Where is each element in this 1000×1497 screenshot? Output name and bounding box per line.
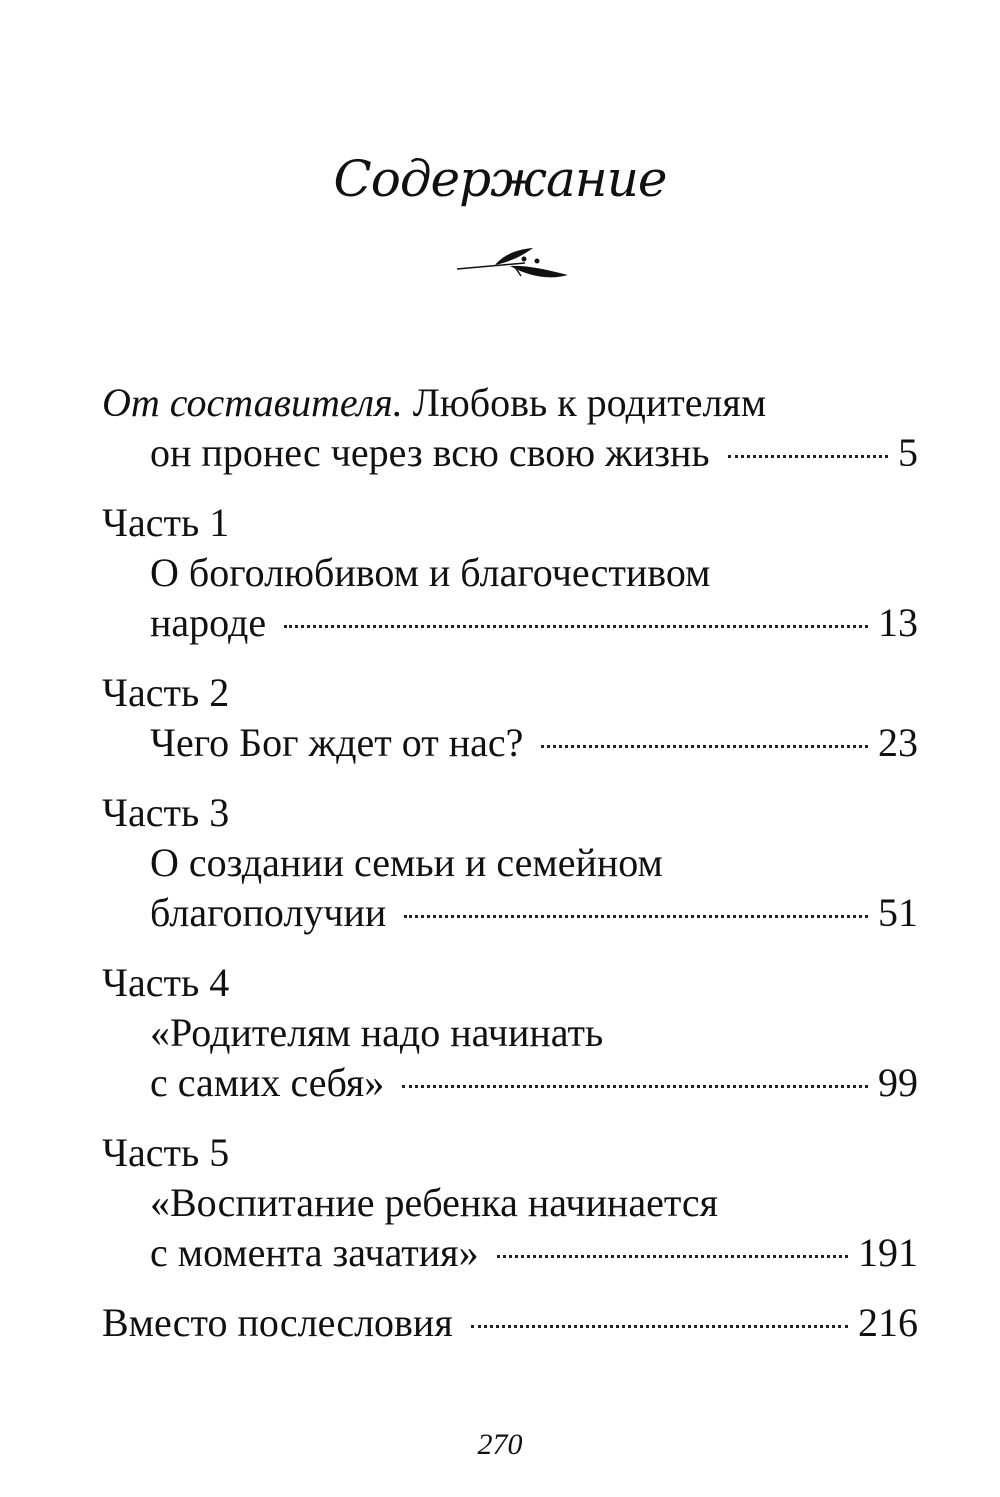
dot-leader — [402, 1085, 868, 1088]
entry-title: «Воспитание ребенка начинается — [150, 1180, 718, 1225]
entry-page: 23 — [878, 720, 918, 765]
dot-leader — [497, 1255, 848, 1258]
entry-title: благополучии — [150, 890, 387, 935]
entry-page: 13 — [878, 600, 918, 645]
entry-heading: Часть 1 — [102, 500, 230, 545]
olive-branch-icon — [455, 245, 570, 290]
entry-title: О боголюбивом и благочестивом — [150, 550, 711, 595]
entry-title: он пронес через всю свою жизнь — [150, 430, 710, 475]
entry-heading: Часть 5 — [102, 1130, 230, 1175]
entry-title: О создании семьи и семейном — [150, 840, 663, 885]
entry-page: 5 — [898, 430, 918, 475]
entry-page: 51 — [878, 890, 918, 935]
toc-entry-part-2[interactable] — [102, 668, 918, 768]
entry-heading: Вместо послесловия — [102, 1300, 453, 1345]
entry-page: 191 — [858, 1230, 918, 1275]
dot-leader — [471, 1325, 848, 1328]
toc-entry-foreword[interactable] — [102, 378, 918, 478]
toc-entry-part-5[interactable] — [102, 1128, 918, 1278]
entry-title: Чего Бог ждет от нас? — [150, 720, 524, 765]
dot-leader — [728, 455, 888, 458]
toc-entry-afterword[interactable] — [102, 1298, 918, 1348]
entry-heading: Любовь к родителям — [402, 380, 767, 425]
toc-entry-part-1[interactable] — [102, 498, 918, 648]
dot-leader — [404, 915, 868, 918]
entry-page: 99 — [878, 1060, 918, 1105]
entry-heading: Часть 2 — [102, 670, 230, 715]
toc-entry-part-3[interactable] — [102, 788, 918, 938]
page-title: Содержание — [333, 150, 667, 208]
entry-title: народе — [150, 600, 267, 645]
toc-entry-part-4[interactable] — [102, 958, 918, 1108]
dot-leader — [284, 625, 868, 628]
entry-title: «Родителям надо начинать — [150, 1010, 604, 1055]
entry-title: с самих себя» — [150, 1060, 385, 1105]
entry-heading-italic: От составителя. — [102, 380, 403, 425]
entry-page: 216 — [858, 1300, 918, 1345]
dot-leader — [541, 745, 868, 748]
entry-heading: Часть 3 — [102, 790, 230, 835]
entry-title: с момента зачатия» — [150, 1230, 479, 1275]
page-number: 270 — [477, 1428, 523, 1461]
table-of-contents — [102, 378, 918, 1368]
entry-heading: Часть 4 — [102, 960, 230, 1005]
